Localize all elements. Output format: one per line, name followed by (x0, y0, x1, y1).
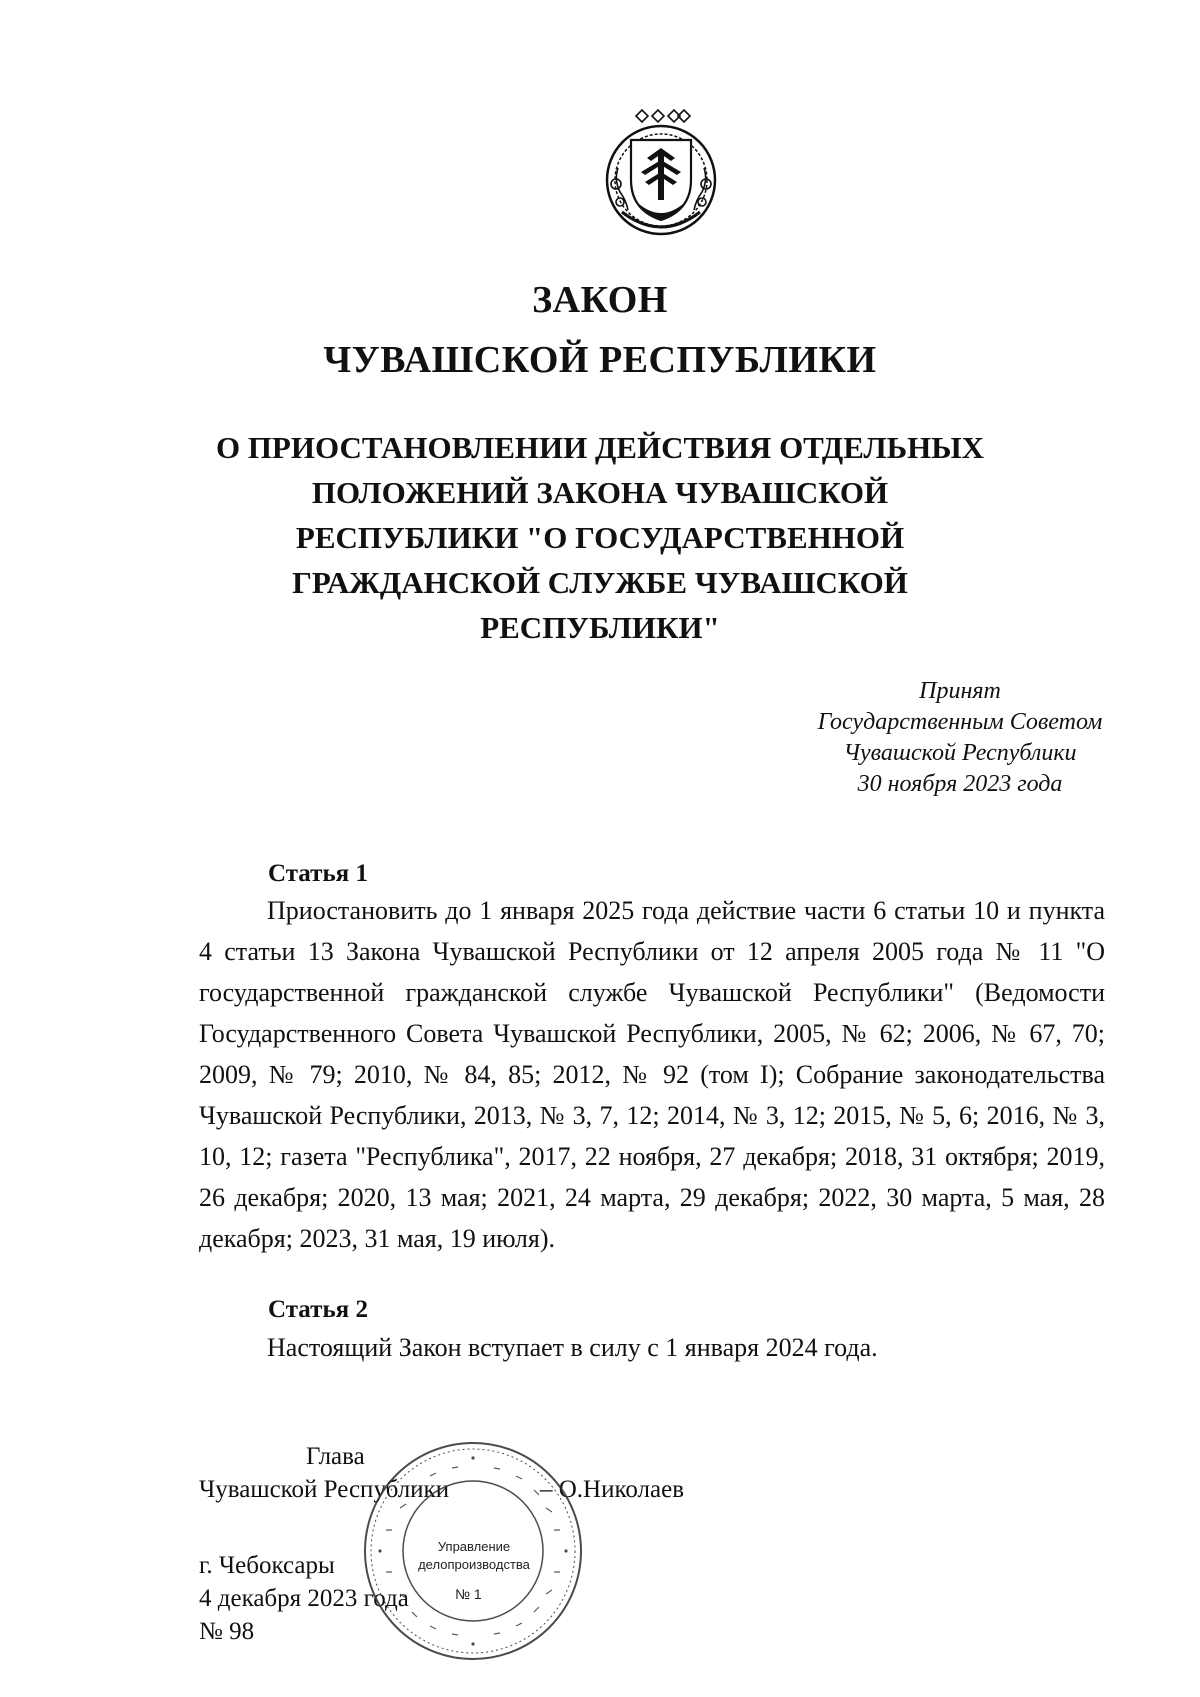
stamp-number: № 1 (455, 1586, 482, 1602)
signatory-name: – О.Николаев (540, 1476, 685, 1503)
stamp-inner-text (404, 1538, 544, 1574)
chuvash-coat-of-arms-icon (598, 108, 724, 238)
signing-city: г. Чебоксары (199, 1552, 335, 1579)
law-subtitle: О ПРИОСТАНОВЛЕНИИ ДЕЙСТВИЯ ОТДЕЛЬНЫХ ПОЛОЖЕНИЙ ЗАКОНА ЧУВАШСКОЙ РЕСПУБЛИКИ "О ГОСУДАРСТВЕННОЙ ГРАЖДАНСКОЙ СЛУЖБЕ ЧУВАШСКОЙ РЕСПУБЛИКИ" (215, 430, 985, 645)
article-1-body: Приостановить до 1 января 2025 года действие части 6 статьи 10 и пункта 4 статьи 13 Закона Чувашской Республики от 12 апреля 2005 года № 11 "О государственной гражданской службе Чувашской Республики" (Ведомости Государственного Совета Чувашской Республики, 2005, № 62; 2006, № 67, 70; 2009, № 79; 2010, № 84, 85; 2012, № 92 (том I); Собрание законодательства Чувашской Республики, 2013, № 3, 7, 12; 2014, № 3, 12; 2015, № 5, 6; 2016, № 3, 10, 12; газета "Республика", 2017, 22 ноября, 27 декабря; 2018, 31 октября; 2019, 26 декабря; 2020, 13 мая; 2021, 24 марта, 29 декабря; 2022, 30 марта, 5 мая, 28 декабря; 2023, 31 мая, 19 июля). (199, 896, 1105, 1253)
stamp-line-2: делопроизводства (418, 1557, 530, 1572)
adoption-line-3: Чувашской Республики (843, 740, 1077, 766)
adoption-date: 30 ноября 2023 года (857, 771, 1063, 797)
signatory-position-line-1: Глава (306, 1443, 365, 1470)
stamp-line-1: Управление (437, 1539, 511, 1554)
adoption-line-1: Принят (919, 678, 1001, 704)
law-number: № 98 (199, 1618, 255, 1645)
republic-title: ЧУВАШСКОЙ РЕСПУБЛИКИ (323, 339, 877, 381)
law-title: ЗАКОН (532, 279, 668, 321)
signatory-position-line-2: Чувашской Республики (199, 1476, 450, 1503)
adoption-line-2: Государственным Советом (817, 709, 1103, 735)
article-1-heading: Статья 1 (268, 860, 368, 887)
article-2-body: Настоящий Закон вступает в силу с 1 января 2024 года. (267, 1333, 878, 1362)
article-2-heading: Статья 2 (268, 1296, 368, 1323)
adoption-note (760, 676, 1160, 800)
signing-date: 4 декабря 2023 года (199, 1585, 409, 1612)
